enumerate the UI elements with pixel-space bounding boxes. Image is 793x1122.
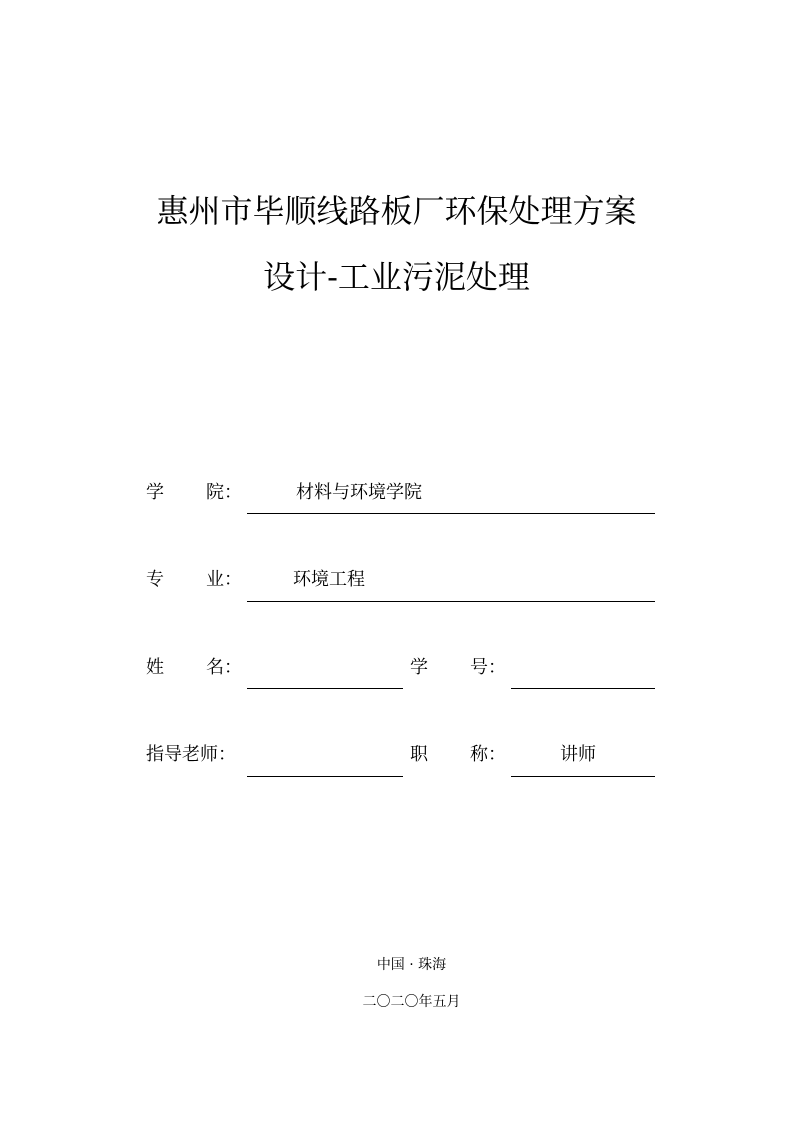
major-value: 环境工程 <box>293 569 365 590</box>
name-underline <box>247 688 403 689</box>
rank-label-first-char: 职 <box>410 744 428 765</box>
rank-value: 讲师 <box>560 744 596 765</box>
college-label-first-char: 学 <box>146 482 164 503</box>
college-underline <box>247 513 655 514</box>
major-underline <box>247 601 655 602</box>
major-label-rest: 业： <box>206 569 242 590</box>
student-id-underline <box>511 688 655 689</box>
college-value: 材料与环境学院 <box>296 482 422 503</box>
document-title-line-1: 惠州市毕顺线路板厂环保处理方案 <box>156 192 637 230</box>
document-title-line-2: 设计-工业污泥处理 <box>263 258 530 296</box>
major-label-first-char: 专 <box>146 569 164 590</box>
advisor-underline <box>247 776 403 777</box>
footer-place: 中国 · 珠海 <box>376 957 447 973</box>
footer-date: 二〇二〇年五月 <box>362 994 461 1010</box>
name-label-first-char: 姓 <box>146 657 164 678</box>
rank-underline <box>511 776 655 777</box>
student-id-label-rest: 号： <box>470 657 506 678</box>
advisor-label: 指导老师： <box>146 744 236 765</box>
rank-label-rest: 称： <box>470 744 506 765</box>
college-label-rest: 院： <box>206 482 242 503</box>
student-id-label-first-char: 学 <box>410 657 428 678</box>
name-label-rest: 名： <box>206 657 242 678</box>
